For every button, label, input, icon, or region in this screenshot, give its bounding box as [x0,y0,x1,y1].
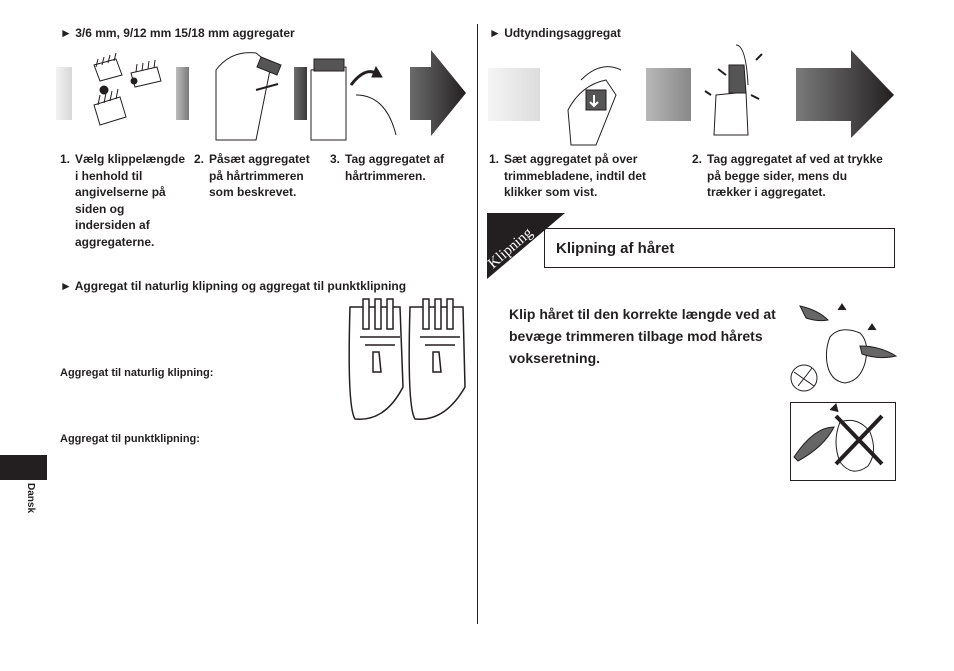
step-text: Tag aggregatet af ved at trykke på begge sider, mens du trækker i aggregatet. [707,152,883,199]
correct-clipping-illustration [790,302,898,394]
step-number: 2. [194,152,205,166]
step-number: 2. [692,152,703,166]
language-tab [0,455,47,480]
label-natural-clipping: Aggregat til naturlig klipning: [60,367,214,379]
left-step-3 [330,151,460,184]
left-step-1 [60,151,185,250]
incorrect-clipping-illustration [790,402,897,482]
step-text: Tag aggregatet af hårtrimmeren. [345,152,445,183]
section-header-comb-attachments: ► 3/6 mm, 9/12 mm 15/18 mm aggregater [60,26,295,40]
section-tag-label: Klipning [485,224,536,273]
section-header-natural-point: ► Aggregat til naturlig klipning og aggregat til punktklipning [60,279,407,293]
clipping-instructions: Klip håret til den korrekte længde ved at bevæge trimmeren tilbage mod hårets vokseretning. [509,306,776,366]
step-text: Sæt aggregatet på over trimmebladene, indtil det klikker som vist. [504,152,647,199]
step-text: Påsæt aggregatet på hårtrimmeren som beskrevet. [209,152,310,199]
step-number: 1. [489,152,500,166]
step-number: 1. [60,152,71,166]
step-number: 3. [330,152,341,166]
step-text: Vælg klippelængde i henhold til angivelserne på siden og indersiden af aggregaterne. [75,152,186,249]
section-tag-banner [487,213,567,281]
right-step-1 [489,151,669,201]
left-step-2 [194,151,324,201]
language-tab-label: Dansk [25,483,36,514]
right-step-2 [692,151,892,201]
label-point-clipping: Aggregat til punktklipning: [60,433,200,445]
natural-point-attachment-illustration [345,297,470,425]
column-divider [477,24,478,624]
section-header-thinning: ► Udtyndingsaggregat [489,26,621,40]
thinning-attachment-illustrations [486,40,896,145]
section-title: Klipning af håret [556,240,675,257]
comb-attachment-illustrations [56,45,471,140]
